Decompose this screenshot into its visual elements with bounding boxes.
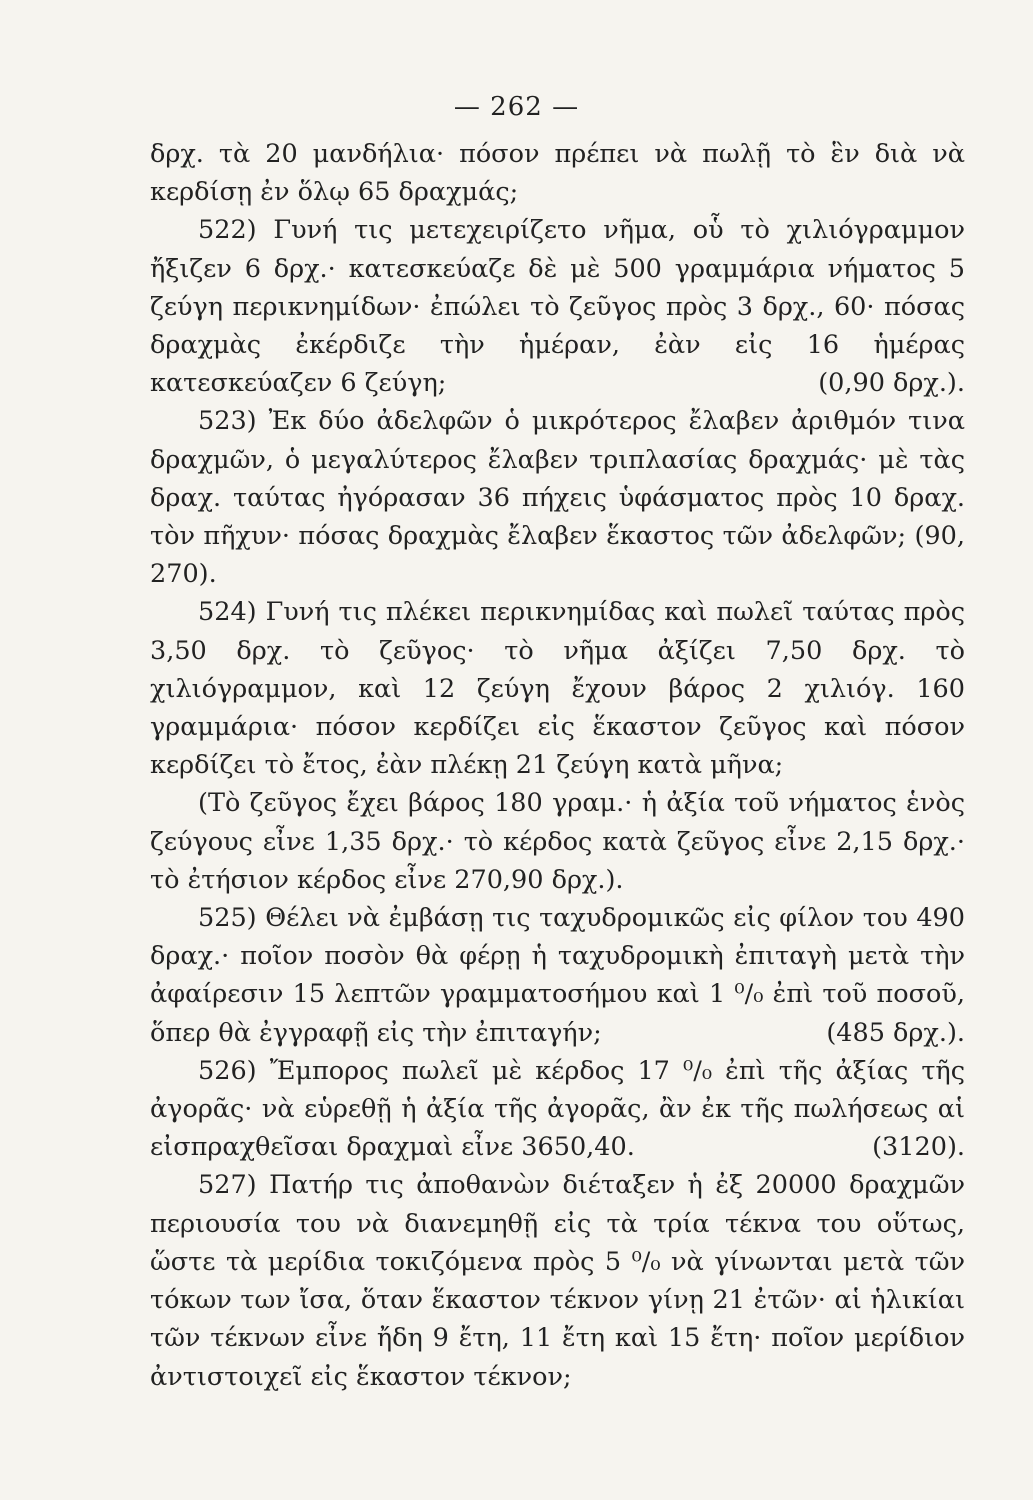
answer-paragraph: [150, 784, 965, 899]
problem-text: 525) Θέλει νὰ ἐμβάσῃ τις ταχυδρομικῶς εἰς φίλον του 490 δραχ.· ποῖον ποσὸν θὰ φέρῃ ἡ ταχυδρομικὴ ἐπιταγὴ μετὰ τὴν ἀφαίρεσιν 15 λεπτῶν γραμματοσήμου καὶ 1 ⁰/₀ ἐπὶ τοῦ ποσοῦ, ὅπερ θὰ ἐγγραφῇ εἰς τὴν ἐπιταγήν;: [150, 903, 965, 1048]
problem-paragraph: [150, 135, 965, 211]
problem-paragraph: [150, 1052, 965, 1167]
problem-answer: (3120).: [872, 1132, 965, 1163]
problem-paragraph: [150, 899, 965, 1052]
page-body: [150, 135, 965, 1396]
problem-text: 526) Ἔμπορος πωλεῖ μὲ κέρδος 17 ⁰/₀ ἐπὶ τῆς ἀξίας τῆς ἀγορᾶς· νὰ εὑρεθῇ ἡ ἀξία τῆς ἀγορᾶς, ἂν ἐκ τῆς πωλήσεως αἱ εἰσπραχθεῖσαι δραχμαὶ εἶνε 3650,40.: [150, 1055, 965, 1163]
problem-paragraph: [150, 593, 965, 784]
problem-text: (Τὸ ζεῦγος ἔχει βάρος 180 γραμ.· ἡ ἀξία τοῦ νήματος ἑνὸς ζεύγους εἶνε 1,35 δρχ.· τὸ κέρδος κατὰ ζεῦγος εἶνε 2,15 δρχ.· τὸ ἐτήσιον κέρδος εἶνε 270,90 δρχ.).: [150, 788, 965, 895]
problem-text: 522) Γυνή τις μετεχειρίζετο νῆμα, οὗ τὸ χιλιόγραμμον ἤξιζεν 6 δρχ.· κατεσκεύαζε δὲ μὲ 500 γραμμάρια νήματος 5 ζεύγη περικνημίδων· ἐπώλει τὸ ζεῦγος πρὸς 3 δρχ., 60· πόσας δραχμὰς ἐκέρδιζε τὴν ἡμέραν, ἐὰν εἰς 16 ἡμέρας κατεσκεύαζεν 6 ζεύγη;: [150, 215, 965, 399]
problem-text: δρχ. τὰ 20 μανδήλια· πόσον πρέπει νὰ πωλῇ τὸ ἓν διὰ νὰ κερδίσῃ ἐν ὅλῳ 65 δραχμάς;: [150, 139, 965, 208]
problem-answer: (0,90 δρχ.).: [818, 368, 965, 399]
problem-answer: (485 δρχ.).: [826, 1017, 965, 1048]
problem-paragraph: [150, 211, 965, 402]
problem-text: 523) Ἐκ δύο ἀδελφῶν ὁ μικρότερος ἔλαβεν ἀριθμόν τινα δραχμῶν, ὁ μεγαλύτερος ἔλαβεν τριπλασίας δραχμάς· μὲ τὰς δραχ. ταύτας ἠγόρασαν 36 πήχεις ὑφάσματος πρὸς 10 δραχ. τὸν πῆχυν· πόσας δραχμὰς ἔλαβεν ἕκαστος τῶν ἀδελφῶν; (90, 270).: [150, 406, 965, 590]
problem-paragraph: [150, 402, 965, 593]
page-number: — 262 —: [453, 92, 580, 122]
problem-text: 524) Γυνή τις πλέκει περικνημίδας καὶ πωλεῖ ταύτας πρὸς 3,50 δρχ. τὸ ζεῦγος· τὸ νῆμα ἀξίζει 7,50 δρχ. τὸ χιλιόγραμμον, καὶ 12 ζεύγη ἔχουν βάρος 2 χιλιόγ. 160 γραμμάρια· πόσον κερδίζει εἰς ἕκαστον ζεῦγος καὶ πόσον κερδίζει τὸ ἔτος, ἐὰν πλέκῃ 21 ζεύγη κατὰ μῆνα;: [150, 597, 965, 781]
problem-text: 527) Πατήρ τις ἀποθανὼν διέταξεν ἡ ἐξ 20000 δραχμῶν περιουσία του νὰ διανεμηθῇ εἰς τὰ τρία τέκνα του οὕτως, ὥστε τὰ μερίδια τοκιζόμενα πρὸς 5 ⁰/₀ νὰ γίνωνται μετὰ τῶν τόκων των ἴσα, ὅταν ἕκαστον τέκνον γίνῃ 21 ἐτῶν· αἱ ἡλικίαι τῶν τέκνων εἶνε ἤδη 9 ἔτη, 11 ἔτη καὶ 15 ἔτη· ποῖον μερίδιον ἀντιστοιχεῖ εἰς ἕκαστον τέκνον;: [150, 1170, 965, 1392]
problem-paragraph: [150, 1166, 965, 1395]
